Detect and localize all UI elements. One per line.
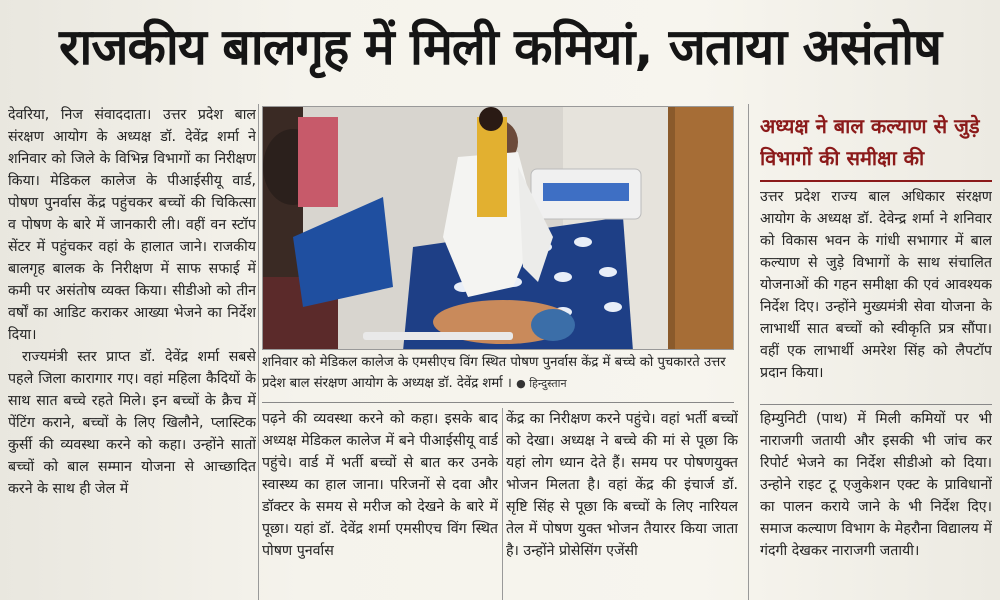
article-paragraph: हिम्युनिटी (पाथ) में मिली कमियों पर भी नाराजगी जतायी और इसकी भी जांच कर रिपोर्ट भेजने का निर्देश सीडीओ को दिया। उन्होने राइट टू एजुकेशन एक्ट के प्राविधानों का पालन कराये जाने के भी निर्देश दिए। समाज कल्याण विभाग के मेहरौना विद्यालय में गंदगी देखकर नाराजगी जतायी।	[760, 411, 992, 559]
photo-credit: ● हिन्दुस्तान	[516, 377, 567, 390]
news-photo	[262, 106, 734, 350]
photo-caption-text: शनिवार को मेडिकल कालेज के एमसीएच विंग स्थित पोषण पुनर्वास केंद्र में बच्चे को पुचकारते उत्तर प्रदेश बाल संरक्षण आयोग के अध्यक्ष डॉ. देवेंद्र शर्मा ।	[262, 355, 726, 391]
column-divider	[258, 104, 259, 600]
article-paragraph: देवरिया, निज संवाददाता। उत्तर प्रदेश बाल संरक्षण आयोग के अध्यक्ष डॉ. देवेंद्र शर्मा ने शनिवार को जिले के विभिन्न विभागों का निरीक्षण किया। मेडिकल कालेज के पीआईसीयू वार्ड, पोषण पुनर्वास केंद्र पहुंचकर बच्चों की चिकित्सा व पोषण के बारे में जानकारी ली। वहीं वन स्टॉप सेंटर में पहुंचकर वहां के हालात जाने। राजकीय बालगृह बालक के निरीक्षण में साफ सफाई में कमी पर असंतोष व्यक्त किया। सीडीओ को तीन वर्षों का आडिट कराकर आख्या भेजने का निर्देश दिया।	[8, 107, 256, 343]
caption-divider	[262, 402, 734, 403]
side-column-divider	[760, 404, 992, 405]
column-divider	[502, 408, 503, 600]
article-paragraph: केंद्र का निरीक्षण करने पहुंचे। वहां भर्ती बच्चों को देखा। अध्यक्ष ने बच्चे की मां से पूछा कि यहां लोग ध्यान देते हैं। समय पर पोषणयुक्त भोजन मिलता है। वहां केंद्र की इंचार्ज डॉ. सृष्टि सिंह से पूछा कि बच्चों के लिए नारियल तेल में पोषण युक्त भोजन तैयारर किया जाता है। उन्होंने प्रोसेसिंग एजेंसी	[506, 411, 738, 559]
headline: राजकीय बालगृह में मिली कमियां, जताया असंतोष	[58, 18, 942, 76]
article-middle-column-1	[262, 408, 498, 600]
article-paragraph: राज्यमंत्री स्तर प्राप्त डॉ. देवेंद्र शर्मा सबसे पहले जिला कारागार गए। वहां महिला कैदियों के साथ सात बच्चे रहते मिले। इन बच्चों के क्रैच में पेंटिंग कराने, बच्चों के लिए खिलौने, प्लास्टिक कुर्सी की व्यवस्था करने को कहा। उन्होंने सातों बच्चों को बाल सम्मान योजना से आच्छादित करने के साथ ही जेल में	[8, 349, 256, 497]
article-right-column	[760, 408, 992, 600]
article-paragraph: उत्तर प्रदेश राज्य बाल अधिकार संरक्षण आयोग के अध्यक्ष डॉ. देवेन्द्र शर्मा ने शनिवार को विकास भवन के गांधी सभागार में बाल कल्याण से जुड़े विभागों के साथ संचालित योजनाओं की गहन समीक्षा की एवं आवश्यक निर्देश दिए। उन्होंने मुख्यमंत्री सेवा योजना के लाभार्थी सात बच्चों को स्वीकृति प्रत्र सौंपा। वहीं एक लाभार्थी अमरेश सिंह को लैपटॉप प्रदान किया।	[760, 189, 992, 381]
article-left-column	[8, 104, 256, 600]
article-paragraph: पढ़ने की व्यवस्था करने को कहा। इसके बाद अध्यक्ष मेडिकल कालेज में बने पीआईसीयू वार्ड पहुंचे। वार्ड में भर्ती बच्चों से बात कर उनके स्वास्थ्य का हाल जाना। परिजनों से दवा और डॉक्टर के समय से मरीज को देखने के बारे में पूछा। यहां डॉ. देवेंद्र शर्मा एमसीएच विंग स्थित पोषण पुनर्वास	[262, 411, 498, 559]
column-divider	[748, 104, 749, 600]
side-headline-rule	[760, 180, 992, 182]
side-headline: अध्यक्ष ने बाल कल्याण से जुड़े विभागों की समीक्षा की	[760, 114, 980, 170]
photo-caption	[262, 352, 734, 396]
side-article-column	[760, 186, 992, 406]
article-middle-column-2	[506, 408, 738, 600]
